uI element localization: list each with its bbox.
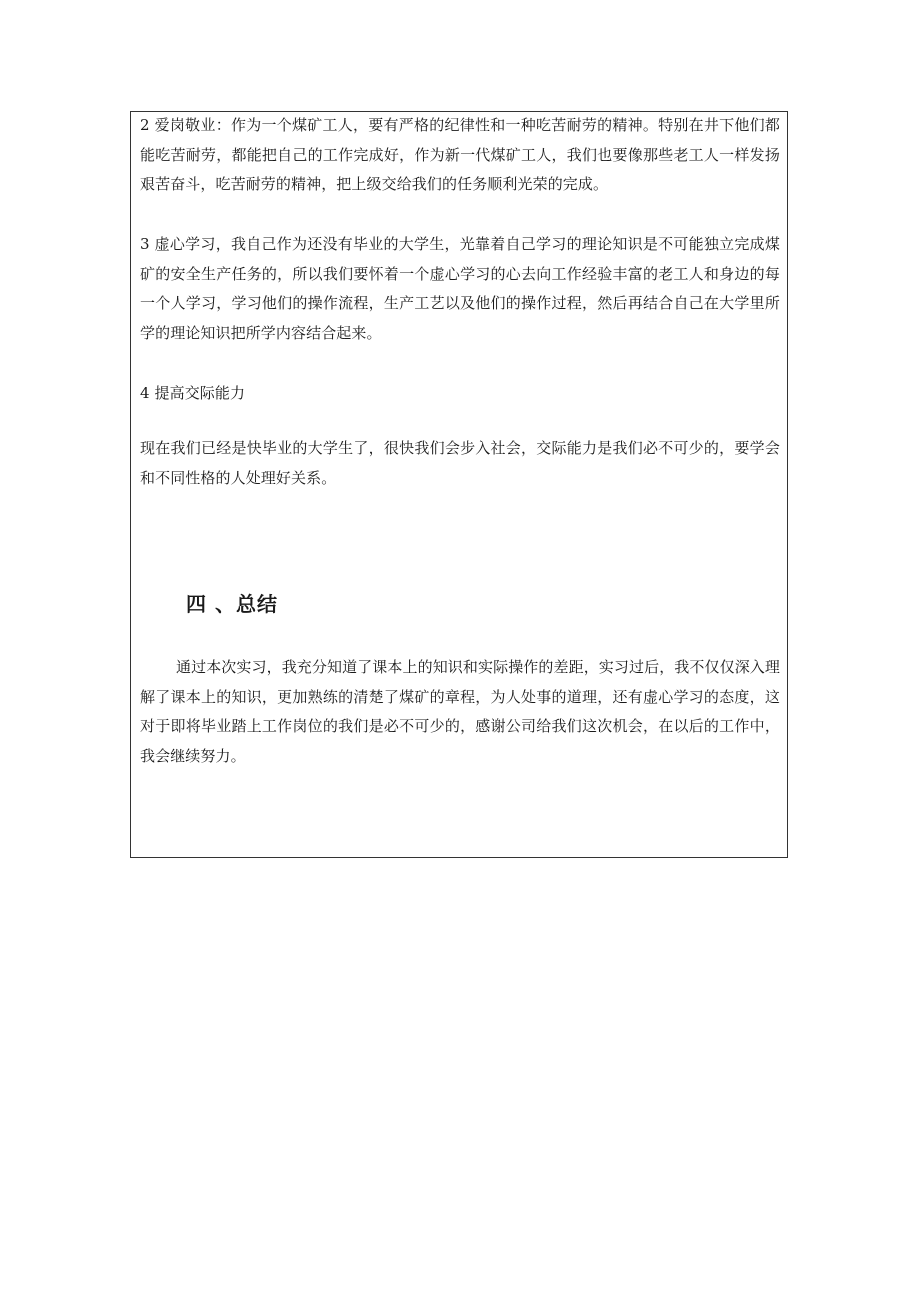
paragraph-humble-learning: 3 虚心学习，我自己作为还没有毕业的大学生，光靠着自己学习的理论知识是不可能独立完成煤矿的安全生产任务的，所以我们要怀着一个虚心学习的心去向工作经验丰富的老工人和身边的每一个人学习，学习他们的操作流程，生产工艺以及他们的操作过程，然后再结合自己在大学里所学的理论知识把所学内容结合起来。 xyxy=(140,235,780,342)
paragraph-communication-heading: 4 提高交际能力 xyxy=(140,384,246,402)
paragraph-communication-body: 现在我们已经是快毕业的大学生了，很快我们会步入社会，交际能力是我们必不可少的，要学会和不同性格的人处理好关系。 xyxy=(140,439,780,487)
paragraph-dedication: 2 爱岗敬业：作为一个煤矿工人，要有严格的纪律性和一种吃苦耐劳的精神。特别在井下他们都能吃苦耐劳，都能把自己的工作完成好，作为新一代煤矿工人，我们也要像那些老工人一样发扬艰苦奋斗，吃苦耐劳的精神，把上级交给我们的任务顺利光荣的完成。 xyxy=(140,116,780,193)
section-heading-summary: 四 、总结 xyxy=(186,592,278,616)
paragraph-summary: 通过本次实习，我充分知道了课本上的知识和实际操作的差距，实习过后，我不仅仅深入理解了课本上的知识，更加熟练的清楚了煤矿的章程，为人处事的道理，还有虚心学习的态度，这对于即将毕业踏上工作岗位的我们是必不可少的，感谢公司给我们这次机会，在以后的工作中，我会继续努力。 xyxy=(140,658,781,765)
document-frame xyxy=(130,111,788,858)
